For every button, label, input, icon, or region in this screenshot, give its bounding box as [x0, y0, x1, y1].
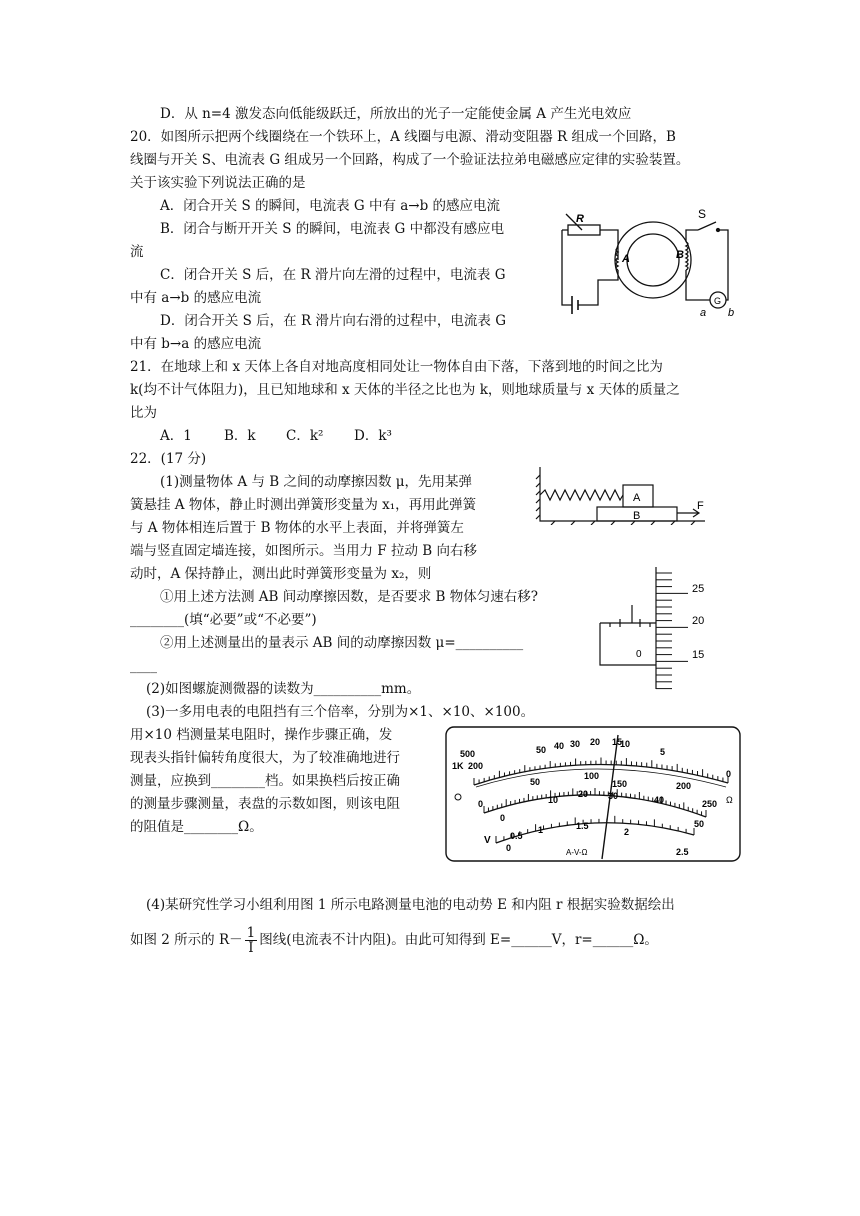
- dial-ohm-label: Ω: [726, 795, 733, 805]
- dial-mid-250: 250: [702, 799, 718, 809]
- label-block-b: B: [633, 510, 641, 522]
- dial-top-40: 40: [554, 741, 565, 751]
- q22-1-line5: 动时，A 保持静止，测出此时弹簧形变量为 x₂，则: [130, 566, 432, 582]
- q22-3-line3: 现表头指针偏转角度很大，为了较准确地进行: [130, 750, 400, 766]
- dial-mid2-20: 20: [578, 789, 589, 799]
- dial-top-30: 30: [570, 739, 581, 749]
- dial-top-20: 20: [590, 737, 601, 747]
- switch-s: [698, 222, 716, 230]
- label-r: R: [576, 213, 584, 225]
- option-20d: D．闭合开关 S 后，在 R 滑片向右滑的过程中，电流表 G: [160, 313, 506, 329]
- dial-mid2-0: 0: [500, 813, 506, 823]
- dial-top-200: 200: [468, 761, 484, 771]
- label-s: S: [698, 207, 707, 221]
- force-arrow: [677, 509, 699, 517]
- q22-3-line6: 的阻值是________Ω。: [130, 819, 263, 835]
- q22-3-line2: 用×10 档测量某电阻时，操作步骤正确，发: [130, 727, 393, 743]
- q22-1-line2: 簧悬挂 A 物体，静止时测出弹簧形变量为 x₁，再用此弹簧: [130, 497, 477, 513]
- dial-mid-200: 200: [676, 781, 692, 791]
- option-20c: C．闭合开关 S 后，在 R 滑片向左滑的过程中，电流表 G: [160, 267, 506, 283]
- question-21-line2: k(均不计气体阻力)，且已知地球和 x 天体的半径之比也为 k，则地球质量与 x 天体的质量之: [130, 382, 680, 398]
- label-b: B: [676, 249, 684, 261]
- q22-1-sub2: ②用上述测量出的量表示 AB 间的动摩擦因数 μ=__________: [160, 635, 524, 651]
- option-20d-cont: 中有 b→a 的感应电流: [130, 336, 262, 352]
- question-21-line1: 21．在地球上和 x 天体上各自对地高度相同处让一物体自由下落，下落到地的时间之比为: [130, 359, 663, 375]
- question-20-line2: 线圈与开关 S、电流表 G 组成另一个回路，构成了一个验证法拉弟电磁感应定律的实验装置。: [130, 152, 690, 168]
- q22-1-line3: 与 A 物体相连后置于 B 物体的水平上表面，并将弹簧左: [130, 520, 464, 536]
- dial-top-500: 500: [460, 749, 476, 759]
- micrometer-figure: [596, 565, 720, 695]
- fraction-denominator: I: [248, 940, 254, 956]
- fraction-1-over-i: [245, 926, 258, 955]
- q22-4-line2: [130, 925, 658, 955]
- dial-low-2-5: 2.5: [676, 847, 689, 857]
- label-force: F: [697, 500, 704, 512]
- option-20d-prev: D．从 n=4 激发态向低能级跃迁，所放出的光子一定能使金属 A 产生光电效应: [160, 106, 632, 122]
- q22-1-line4: 端与竖直固定墙连接，如图所示。当用力 F 拉动 B 向右移: [130, 543, 477, 559]
- micrometer-sleeve-0: 0: [636, 649, 642, 660]
- dial-top-5: 5: [660, 747, 666, 757]
- multimeter-dial-figure: [444, 725, 742, 863]
- dial-avo-label: A-V-Ω: [566, 848, 588, 857]
- coil-b: [686, 242, 688, 270]
- dial-mid2-30: 30: [608, 791, 619, 801]
- q22-3-line4: 测量，应换到________档。如果换档后按正确: [130, 773, 400, 789]
- micrometer-tick-20: 20: [692, 615, 705, 627]
- micrometer-tick-25: 25: [692, 583, 705, 595]
- micrometer-tick-15: 15: [692, 649, 705, 661]
- dial-top-0: 0: [726, 769, 732, 779]
- option-21b: B．k: [224, 428, 256, 444]
- dial-top-15: 15: [612, 737, 623, 747]
- dial-mid-150: 150: [612, 779, 628, 789]
- q22-1-sub1-blank: ________(填“必要”或“不必要”): [130, 612, 317, 628]
- battery-icon: [572, 296, 578, 314]
- dial-low-0: 0: [506, 843, 512, 853]
- dial-top-1k: 1K: [452, 761, 464, 771]
- fraction-numerator: 1: [246, 925, 256, 941]
- dial-v-label: V: [484, 835, 491, 846]
- spring: [540, 490, 623, 500]
- option-21a: A．1: [160, 428, 192, 444]
- rheostat-body: [568, 225, 600, 235]
- q22-4-text-b: 图线(电流表不计内阻)。由此可知得到 E=______V，r=______Ω。: [259, 932, 658, 948]
- option-21d: D．k³: [354, 428, 392, 444]
- label-b-terminal: b: [728, 307, 735, 319]
- q22-3-line5: 的测量步骤测量，表盘的示数如图，则该电阻: [130, 796, 400, 812]
- q22-2: (2)如图螺旋测微器的读数为__________mm。: [146, 681, 421, 697]
- dial-mid2-10: 10: [548, 795, 559, 805]
- label-g: G: [714, 296, 722, 306]
- q22-1-sub2-cont: ____: [130, 658, 157, 674]
- question-20-line3: 关于该实验下列说法正确的是: [130, 175, 306, 191]
- dial-mid-50: 50: [530, 777, 541, 787]
- option-21c: C．k²: [286, 428, 324, 444]
- q22-4-line1: (4)某研究性学习小组利用图 1 所示电路测量电池的电动势 E 和内阻 r 根据实验数据绘出: [146, 897, 675, 913]
- q22-4-text-a: 如图 2 所示的 R－: [130, 932, 243, 948]
- dial-mid-0: 0: [478, 799, 484, 809]
- option-20b-cont: 流: [130, 244, 144, 260]
- dial-low-1: 1: [538, 825, 544, 835]
- spring-block-figure: [535, 465, 715, 525]
- dial-top-50: 50: [536, 745, 547, 755]
- q22-1-sub1: ①用上述方法测 AB 间动摩擦因数，是否要求 B 物体匀速右移?: [160, 589, 538, 605]
- label-a-terminal: a: [700, 307, 707, 319]
- label-block-a: A: [633, 492, 641, 504]
- option-20b: B．闭合与断开开关 S 的瞬间，电流表 G 中都没有感应电: [160, 221, 505, 237]
- dial-top-10: 10: [620, 739, 631, 749]
- q22-3-line1: (3)一多用电表的电阻挡有三个倍率，分别为×1、×10、×100。: [146, 704, 535, 720]
- dial-low-0-5: 0.5: [510, 831, 523, 841]
- question-21-line3: 比为: [130, 405, 157, 421]
- dial-low-2: 2: [624, 827, 630, 837]
- question-20-line1: 20．如图所示把两个线圈绕在一个铁环上，A 线圈与电源、滑动变阻器 R 组成一个回路，B: [130, 129, 676, 145]
- dial-mid2-40: 40: [654, 795, 665, 805]
- label-a: A: [622, 253, 630, 265]
- dial-mid-100: 100: [584, 771, 600, 781]
- option-20c-cont: 中有 a→b 的感应电流: [130, 290, 262, 306]
- dial-mid2-50: 50: [694, 819, 705, 829]
- question-22-header: 22．(17 分): [130, 451, 207, 467]
- dial-low-1-5: 1.5: [576, 821, 589, 831]
- coil-circuit-figure: [558, 200, 738, 320]
- option-20a: A．闭合开关 S 的瞬间，电流表 G 中有 a→b 的感应电流: [160, 198, 501, 214]
- q22-1-line1: (1)测量物体 A 与 B 之间的动摩擦因数 μ，先用某弹: [160, 474, 473, 490]
